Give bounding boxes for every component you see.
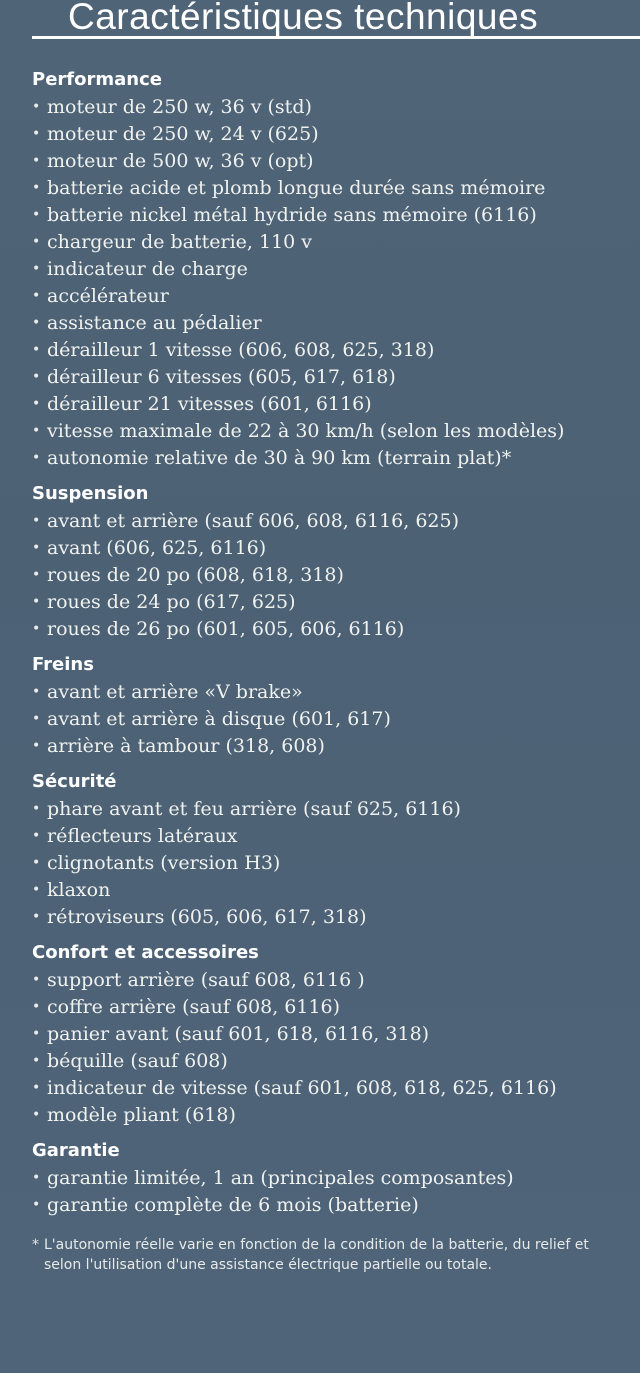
section-title: Sécurité [32, 771, 117, 792]
list-item: • chargeur de batterie, 110 v [32, 229, 626, 256]
section-securite [32, 770, 626, 931]
title-banner [32, 0, 626, 58]
list-item: • roues de 24 po (617, 625) [32, 589, 626, 616]
spec-list [32, 967, 626, 1129]
list-item: • garantie limitée, 1 an (principales composantes) [32, 1165, 626, 1192]
section-garantie [32, 1139, 626, 1219]
spec-list [32, 679, 626, 760]
list-item: • dérailleur 6 vitesses (605, 617, 618) [32, 364, 626, 391]
list-item: • dérailleur 21 vitesses (601, 6116) [32, 391, 626, 418]
spec-list [32, 796, 626, 931]
list-item: • phare avant et feu arrière (sauf 625, 6116) [32, 796, 626, 823]
list-item: • clignotants (version H3) [32, 850, 626, 877]
list-item: • klaxon [32, 877, 626, 904]
list-item: • coffre arrière (sauf 608, 6116) [32, 994, 626, 1021]
footnote: * L'autonomie réelle varie en fonction de la condition de la batterie, du relief et selon l'utilisation d'une assistance électrique partielle ou totale. [32, 1235, 604, 1275]
section-confort [32, 941, 626, 1129]
list-item: • moteur de 500 w, 36 v (opt) [32, 148, 626, 175]
list-item: • avant et arrière «V brake» [32, 679, 626, 706]
section-title: Suspension [32, 483, 149, 504]
section-title: Freins [32, 654, 94, 675]
section-title: Performance [32, 69, 162, 90]
list-item: • indicateur de vitesse (sauf 601, 608, 618, 625, 6116) [32, 1075, 626, 1102]
list-item: • roues de 26 po (601, 605, 606, 6116) [32, 616, 626, 643]
spec-list [32, 94, 626, 472]
section-title: Garantie [32, 1140, 120, 1161]
section-title: Confort et accessoires [32, 942, 259, 963]
list-item: • garantie complète de 6 mois (batterie) [32, 1192, 626, 1219]
list-item: • accélérateur [32, 283, 626, 310]
list-item: • autonomie relative de 30 à 90 km (terrain plat)* [32, 445, 626, 472]
list-item: • arrière à tambour (318, 608) [32, 733, 626, 760]
list-item: • réflecteurs latéraux [32, 823, 626, 850]
list-item: • indicateur de charge [32, 256, 626, 283]
list-item: • vitesse maximale de 22 à 30 km/h (selon les modèles) [32, 418, 626, 445]
list-item: • moteur de 250 w, 36 v (std) [32, 94, 626, 121]
list-item: • avant et arrière à disque (601, 617) [32, 706, 626, 733]
list-item: • dérailleur 1 vitesse (606, 608, 625, 318) [32, 337, 626, 364]
list-item: • panier avant (sauf 601, 618, 6116, 318) [32, 1021, 626, 1048]
spec-list [32, 508, 626, 643]
page-title: Caractéristiques techniques [68, 0, 539, 37]
list-item: • rétroviseurs (605, 606, 617, 318) [32, 904, 626, 931]
list-item: • assistance au pédalier [32, 310, 626, 337]
list-item: • batterie acide et plomb longue durée sans mémoire [32, 175, 626, 202]
section-suspension [32, 482, 626, 643]
spec-list [32, 1165, 626, 1219]
section-performance [32, 68, 626, 472]
section-freins [32, 653, 626, 760]
list-item: • roues de 20 po (608, 618, 318) [32, 562, 626, 589]
list-item: • support arrière (sauf 608, 6116 ) [32, 967, 626, 994]
list-item: • béquille (sauf 608) [32, 1048, 626, 1075]
list-item: • modèle pliant (618) [32, 1102, 626, 1129]
list-item: • moteur de 250 w, 24 v (625) [32, 121, 626, 148]
list-item: • avant (606, 625, 6116) [32, 535, 626, 562]
list-item: • avant et arrière (sauf 606, 608, 6116, 625) [32, 508, 626, 535]
list-item: • batterie nickel métal hydride sans mémoire (6116) [32, 202, 626, 229]
